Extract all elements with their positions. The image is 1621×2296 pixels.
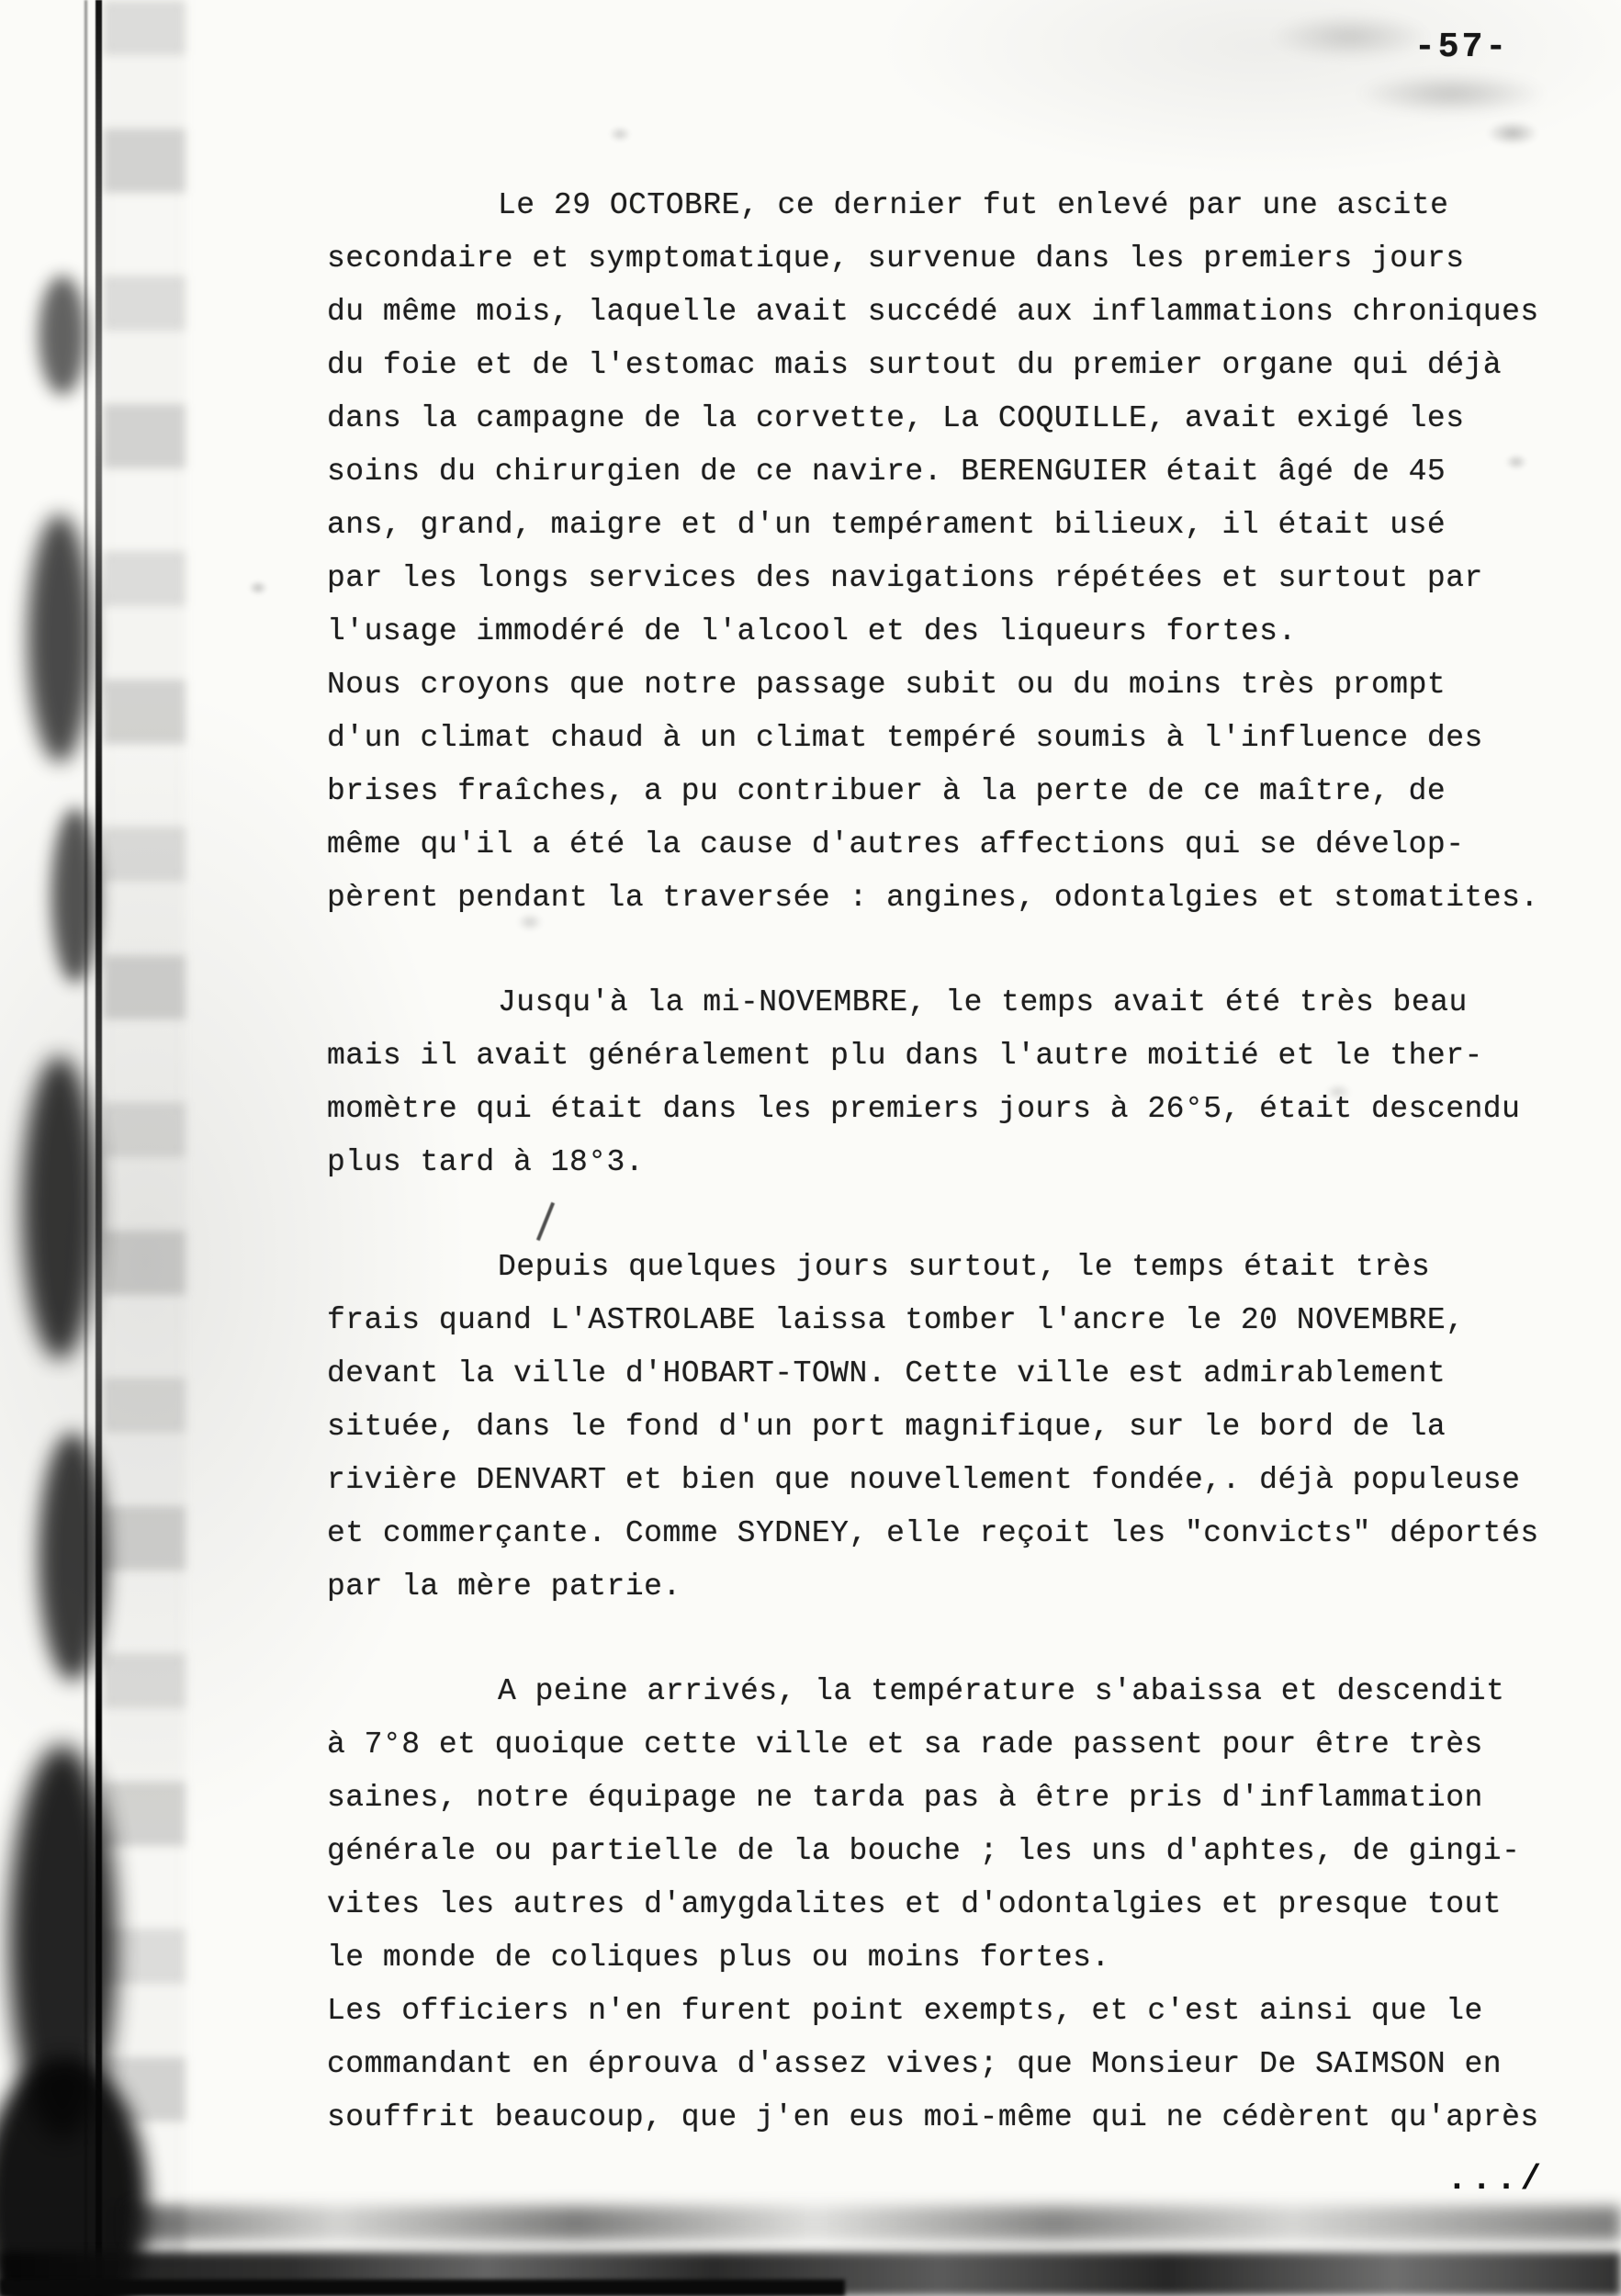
- text-line: rivière DENVART et bien que nouvellement fondée,. déjà populeuse: [327, 1463, 1521, 1497]
- text-line: Jusqu'à la mi-NOVEMBRE, le temps avait été très beau: [498, 985, 1468, 1019]
- text-line: momètre qui était dans les premiers jours à 26°5, était descendu: [327, 1092, 1521, 1126]
- scan-blot-artifact: [28, 514, 92, 762]
- scan-margin-mottle-artifact: [103, 0, 186, 2296]
- scan-blot-artifact: [51, 808, 99, 983]
- text-line: brises fraîches, a pu contribuer à la perte de ce maître, de: [327, 774, 1447, 808]
- text-line: même qu'il a été la cause d'autres affections qui se dévelop-: [327, 827, 1465, 861]
- text-line: du même mois, laquelle avait succédé aux inflammations chroniques: [327, 295, 1539, 329]
- scan-bottom-bar-artifact: [0, 2279, 845, 2296]
- text-line: vites les autres d'amygdalites et d'odontalgies et presque tout: [327, 1887, 1503, 1921]
- text-line: frais quand L'ASTROLABE laissa tomber l'ancre le 20 NOVEMBRE,: [327, 1303, 1465, 1337]
- text-line: à 7°8 et quoique cette ville et sa rade passent pour être très: [327, 1728, 1483, 1761]
- continuation-mark: .../: [1447, 2160, 1546, 2200]
- scan-blot-artifact: [39, 1433, 107, 1681]
- text-line: saines, notre équipage ne tarda pas à être pris d'inflammation: [327, 1781, 1483, 1815]
- text-line: et commerçante. Comme SYDNEY, elle reçoit les "convicts" déportés: [327, 1516, 1539, 1550]
- scan-smudge-artifact: [246, 579, 270, 597]
- paragraph-3: [327, 1241, 1576, 1614]
- scan-smudge-artifact: [1480, 118, 1545, 149]
- text-line: du foie et de l'estomac mais surtout du premier organe qui déjà: [327, 348, 1503, 382]
- text-line: devant la ville d'HOBART-TOWN. Cette ville est admirablement: [327, 1356, 1447, 1390]
- text-line: mais il avait généralement plu dans l'autre moitié et le ther-: [327, 1039, 1483, 1073]
- text-line: A peine arrivés, la température s'abaissa et descendit: [498, 1674, 1505, 1708]
- text-line: Depuis quelques jours surtout, le temps était très: [498, 1250, 1431, 1284]
- text-line: soins du chirurgien de ce navire. BERENGUIER était âgé de 45: [327, 455, 1447, 489]
- text-line: l'usage immodéré de l'alcool et des liqueurs fortes.: [327, 614, 1297, 648]
- text-line: par les longs services des navigations répétées et surtout par: [327, 561, 1483, 595]
- text-line: par la mère patrie.: [327, 1570, 681, 1604]
- scan-edge-line-thin-artifact: [84, 0, 87, 2296]
- text-line: ans, grand, maigre et d'un tempérament bilieux, il était usé: [327, 508, 1447, 542]
- text-line: plus tard à 18°3.: [327, 1145, 645, 1179]
- scan-blot-artifact: [39, 276, 86, 395]
- scan-bottom-smudge-artifact: [129, 2206, 1621, 2241]
- paragraph-1: [327, 179, 1576, 925]
- paragraph-2: [327, 976, 1576, 1189]
- text-line: commandant en éprouva d'assez vives; que Monsieur De SAIMSON en: [327, 2047, 1503, 2081]
- scan-bottom-band-artifact: [0, 2252, 1621, 2296]
- scan-smudge-artifact: [1332, 68, 1570, 119]
- text-line: le monde de coliques plus ou moins fortes.: [327, 1941, 1110, 1975]
- text-line: située, dans le fond d'un port magnifique, sur le bord de la: [327, 1410, 1447, 1444]
- paragraph-4: [327, 1665, 1576, 2144]
- text-line: pèrent pendant la traversée : angines, odontalgies et stomatites.: [327, 881, 1539, 915]
- text-line: d'un climat chaud à un climat tempéré soumis à l'influence des: [327, 721, 1483, 755]
- scan-blot-artifact: [22, 1056, 97, 1359]
- text-line: souffrit beaucoup, que j'en eus moi-même qui ne cédèrent qu'après: [327, 2100, 1539, 2134]
- scan-edge-line-artifact: [96, 0, 102, 2296]
- page-number: -57-: [1414, 28, 1510, 67]
- scan-blot-artifact: [0, 2057, 147, 2296]
- text-line: Nous croyons que notre passage subit ou du moins très prompt: [327, 668, 1447, 702]
- scan-smudge-artifact: [606, 124, 634, 144]
- text-line: Les officiers n'en furent point exempts, et c'est ainsi que le: [327, 1994, 1483, 2028]
- scan-blot-artifact: [9, 1745, 116, 2140]
- text-line: Le 29 OCTOBRE, ce dernier fut enlevé par une ascite: [498, 188, 1449, 222]
- text-line: secondaire et symptomatique, survenue dans les premiers jours: [327, 242, 1465, 276]
- text-line: générale ou partielle de la bouche ; les uns d'aphtes, de gingi-: [327, 1834, 1521, 1868]
- text-block: [327, 179, 1576, 2144]
- text-line: dans la campagne de la corvette, La COQUILLE, avait exigé les: [327, 401, 1465, 435]
